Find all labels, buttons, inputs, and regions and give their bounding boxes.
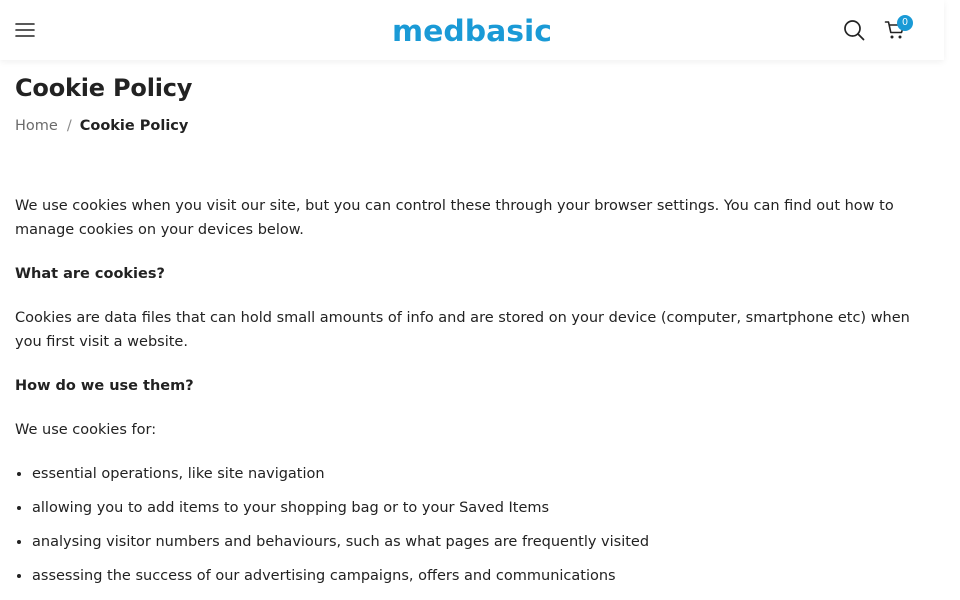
breadcrumb-home-link[interactable]: Home [15,118,58,134]
breadcrumb-separator: / [66,118,72,134]
list-item: • allowing you to add items to your shopping bag or to your Saved Items [32,496,930,520]
list-item: • assessing the success of our advertising campaigns, offers and communications [32,564,930,588]
cookies-definition-paragraph: Cookies are data files that can hold small amounts of info and are stored on your device (computer, smartphone etc) when you first visit a website. [15,310,910,350]
section-heading-what-are-cookies: What are cookies? [15,266,165,282]
list-item: • analysing visitor numbers and behaviours, such as what pages are frequently visited [32,530,930,554]
cart-count-badge: 0 [897,15,913,31]
policy-content [15,194,930,598]
page-title: Cookie Policy [15,74,193,102]
search-icon[interactable] [843,19,865,41]
list-item: • essential operations, like site navigation [32,462,930,486]
breadcrumb-current: Cookie Policy [79,118,189,134]
hamburger-menu-icon[interactable] [15,20,35,40]
cookie-usage-list [15,462,930,588]
intro-paragraph: We use cookies when you visit our site, but you can control these through your browser settings. You can find out how to manage cookies on your devices below. [15,198,894,238]
site-header [0,0,944,60]
section-heading-how-we-use: How do we use them? [15,378,194,394]
breadcrumb [15,118,188,134]
usage-intro-paragraph: We use cookies for: [15,422,157,438]
site-logo[interactable] [390,14,555,48]
logo-wordmark: medbasic [392,14,552,48]
